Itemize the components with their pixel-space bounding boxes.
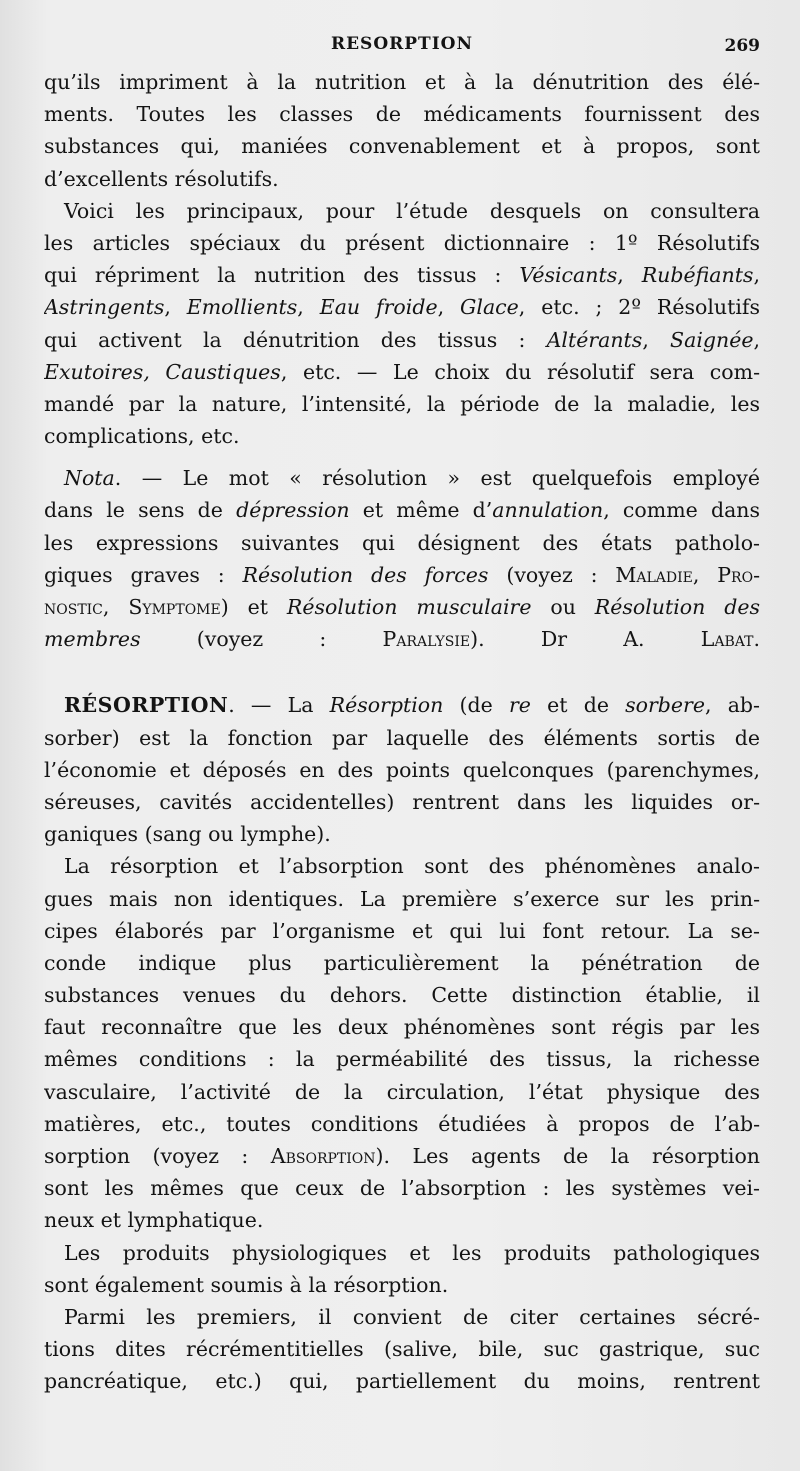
text-span: (voyez : xyxy=(488,562,616,587)
paragraph-continuation xyxy=(44,66,760,195)
text-span: ). Les agents de la résorption xyxy=(375,1144,760,1168)
text-line: qu’ils impriment à la nutrition et à la dénutrition des élé- xyxy=(44,70,760,94)
text-span: dans le sens de xyxy=(44,498,237,523)
author-name: Labat. xyxy=(700,627,760,652)
text-span: , xyxy=(437,295,461,320)
author-signature xyxy=(541,627,760,651)
text-line-with-signature xyxy=(44,623,760,655)
text-line: Les produits physiologiques et les produits pathologiques xyxy=(64,1240,760,1265)
text-line: les expressions suivantes qui désignent des états patholo- xyxy=(44,530,760,555)
text-line: gues mais non identiques. La première s’exerce sur les prin- xyxy=(44,886,760,911)
text-line xyxy=(44,591,760,623)
text-span: qui activent la dénutrition des tissus : xyxy=(44,327,547,352)
page-number: 269 xyxy=(724,36,760,56)
text-line xyxy=(44,559,760,591)
text-line: ganiques (sang ou lymphe). xyxy=(44,822,331,847)
text-line: sorber) est la fonction par laquelle des éléments sortis de xyxy=(44,725,760,750)
text-line: substances qui, maniées convenablement et à propos, sont xyxy=(44,134,760,159)
paragraph-resorption-absorption xyxy=(44,850,760,1236)
italic-term: Emollients xyxy=(186,295,298,320)
paragraph-nota xyxy=(44,462,760,655)
text-line xyxy=(44,356,760,388)
text-line: mêmes conditions : la perméabilité des tissus, la richesse xyxy=(44,1047,760,1072)
italic-term: Vésicants xyxy=(519,263,618,288)
text-line: Parmi les premiers, il convient de citer certaines sécré- xyxy=(64,1304,760,1329)
italic-term: dépression xyxy=(236,498,350,523)
italic-term: Altérants xyxy=(546,327,643,352)
text-line: tions dites récrémentitielles (salive, bile, suc gastrique, suc xyxy=(44,1337,760,1362)
text-line: séreuses, cavités accidentelles) rentrent dans les liquides or- xyxy=(44,789,760,814)
text-span: , xyxy=(753,263,760,288)
paragraph-premiers xyxy=(44,1301,760,1398)
italic-term: sorbere xyxy=(625,693,705,718)
text-span: qui répriment la nutrition des tissus : xyxy=(44,263,520,288)
text-line: vasculaire, l’activité de la circulation, l’état physique des xyxy=(44,1079,760,1104)
article-resorption xyxy=(44,689,760,850)
small-caps-term: Absorption xyxy=(270,1144,376,1168)
section-gap xyxy=(44,655,760,689)
paragraph-gap xyxy=(44,452,760,462)
italic-term: Résolution musculaire xyxy=(286,595,532,619)
text-span: sorption (voyez : xyxy=(44,1144,271,1168)
italic-term: Rubéfiants xyxy=(641,263,754,288)
italic-term: Glace xyxy=(460,295,519,320)
italic-term: Astringents xyxy=(44,295,165,320)
text-span: , xyxy=(642,327,671,352)
text-line: d’excellents résolutifs. xyxy=(44,166,279,191)
text-line: Voici les principaux, pour l’étude desquels on consultera xyxy=(64,198,760,223)
text-line xyxy=(44,1140,760,1172)
text-line: faut reconnaître que les deux phénomènes sont régis par les xyxy=(44,1015,760,1040)
italic-term: annulation xyxy=(492,498,604,523)
italic-term: Nota xyxy=(64,466,115,491)
text-span: , comme dans xyxy=(603,498,760,523)
text-span: , etc. ; 2º Résolutifs xyxy=(518,295,760,320)
text-span: et de xyxy=(530,693,626,718)
text-span: (voyez : xyxy=(140,627,383,652)
small-caps-term: Maladie, Pro- xyxy=(615,562,760,587)
text-line: conde indique plus particulièrement la pénétration de xyxy=(44,950,760,975)
text-line: matières, etc., toutes conditions étudiées à propos de l’ab- xyxy=(44,1111,760,1136)
text-span: ). xyxy=(470,627,485,652)
text-span: et même d’ xyxy=(349,498,493,523)
italic-term: Eau froide xyxy=(319,295,438,320)
text-span: , xyxy=(617,263,642,288)
text-line xyxy=(44,324,760,356)
text-line: La résorption et l’absorption sont des phénomènes analo- xyxy=(64,854,760,879)
text-line: neux et lymphatique. xyxy=(44,1208,264,1233)
text-span: (de xyxy=(443,693,509,718)
small-caps-term: Paralysie xyxy=(382,627,471,652)
text-span: , etc. — Le choix du résolutif sera com- xyxy=(280,359,760,384)
text-span: ) et xyxy=(220,595,287,619)
text-line: mandé par la nature, l’intensité, la période de la maladie, les xyxy=(44,391,760,416)
text-line xyxy=(44,462,760,494)
text-line: cipes élaborés par l’organisme et qui lui font retour. La se- xyxy=(44,918,760,943)
text-line: les articles spéciaux du présent dictionnaire : 1º Résolutifs xyxy=(44,230,760,255)
text-span: , ab- xyxy=(705,693,760,718)
text-span: . — La xyxy=(228,693,330,718)
text-line xyxy=(44,494,760,526)
italic-term: Exutoires, Caustiques xyxy=(44,359,281,384)
text-line xyxy=(44,291,760,323)
article-first-line xyxy=(44,689,760,721)
running-head xyxy=(44,32,760,66)
italic-term: re xyxy=(509,693,531,718)
text-line: sont les mêmes que ceux de l’absorption : les systèmes vei- xyxy=(44,1176,760,1201)
text-span: , xyxy=(297,295,320,320)
small-caps-term: nostic, Symptome xyxy=(44,595,221,619)
text-line: substances venues du dehors. Cette distinction établie, il xyxy=(44,983,760,1008)
italic-term: Résolution des forces xyxy=(242,562,489,587)
text-span: . — Le mot « résolution » est quelquefois employé xyxy=(114,466,760,491)
text-line: ments. Toutes les classes de médicaments fournissent des xyxy=(44,102,760,127)
running-title: RESORPTION xyxy=(330,34,474,54)
article-headword: RÉSORPTION xyxy=(64,693,229,718)
text-line: complications, etc. xyxy=(44,424,240,449)
text-span: , xyxy=(164,295,187,320)
italic-term: Résorption xyxy=(329,693,444,718)
text-span: giques graves : xyxy=(44,562,243,587)
italic-term: Saignée xyxy=(670,327,754,352)
text-line: sont également soumis à la résorption. xyxy=(44,1272,449,1297)
text-span: , xyxy=(753,327,760,352)
italic-term: Résolution des xyxy=(594,595,760,619)
text-line: pancréatique, etc.) qui, partiellement du moins, rentrent xyxy=(44,1369,760,1394)
text-span: ou xyxy=(531,595,595,619)
paragraph-produits xyxy=(44,1237,760,1301)
paragraph-principal-resolutifs xyxy=(44,195,760,453)
italic-term: membres xyxy=(44,627,141,652)
text-line: l’économie et déposés en des points quelconques (parenchymes, xyxy=(44,757,760,782)
text-line xyxy=(44,259,760,291)
author-prefix: Dr A. xyxy=(540,627,701,652)
